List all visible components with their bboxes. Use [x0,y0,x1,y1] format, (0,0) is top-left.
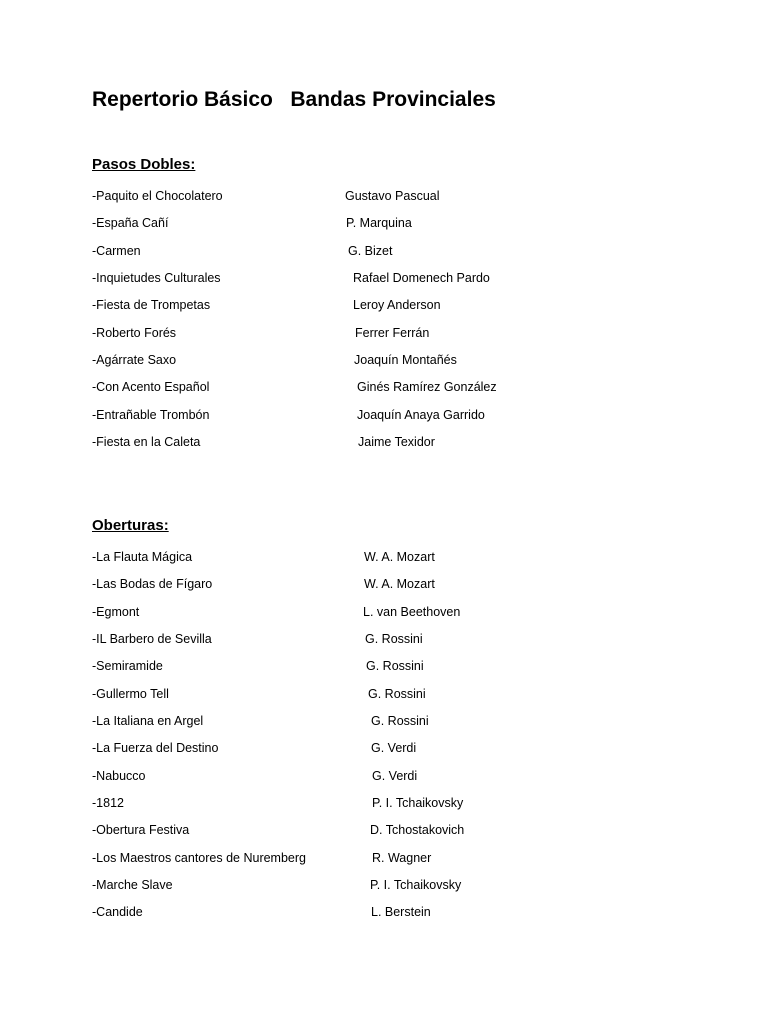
list-item [92,822,692,849]
work-title: -Roberto Forés [92,325,177,340]
list-item [92,795,692,822]
work-title: -Obertura Festiva [92,823,190,838]
composer-name: G. Verdi [371,741,417,756]
list-item [92,740,692,767]
composer-name: G. Bizet [348,243,393,258]
composer-name: Gustavo Pascual [345,189,440,203]
list-item [92,686,692,713]
composer-name: G. Rossini [365,632,423,647]
work-title: -Los Maestros cantores de Nuremberg [92,850,306,865]
composer-name: Ferrer Ferrán [355,325,430,340]
composer-name: L. Berstein [371,905,431,920]
list-item [92,270,692,297]
list-item [92,576,692,603]
work-title: -Agárrate Saxo [92,353,177,368]
list-item [92,850,692,877]
list-item [92,658,692,685]
list-item [92,768,692,795]
composer-name: Rafael Domenech Pardo [353,271,490,286]
composer-name: Joaquín Anaya Garrido [357,407,485,422]
composer-name: G. Rossini [368,686,426,701]
composer-name: Ginés Ramírez González [357,380,497,395]
work-title: -La Italiana en Argel [92,714,204,729]
work-title: -IL Barbero de Sevilla [92,632,212,647]
composer-name: Jaime Texidor [358,435,435,450]
composer-name: G. Rossini [366,659,424,674]
composer-name: W. A. Mozart [364,550,435,564]
list-item [92,352,692,379]
work-title: -Gullermo Tell [92,686,169,701]
list-item [92,325,692,352]
composer-name: P. I. Tchaikovsky [370,878,462,893]
work-title: -La Fuerza del Destino [92,741,219,756]
list-item [92,434,692,461]
work-title: -Nabucco [92,768,146,783]
composer-name: W. A. Mozart [364,577,435,592]
work-title: -Semiramide [92,659,163,674]
composer-name: G. Verdi [372,768,418,783]
list-item [92,297,692,324]
list-item [92,904,692,931]
section-heading-pasos-dobles: Pasos Dobles: [92,156,196,173]
list-item [92,877,692,904]
work-title: -Fiesta de Trompetas [92,298,211,313]
work-title: -Las Bodas de Fígaro [92,577,213,592]
list-item [92,407,692,434]
work-title: -Inquietudes Culturales [92,271,221,286]
work-title: -1812 [92,796,124,811]
composer-name: G. Rossini [371,714,429,729]
work-title: -Marche Slave [92,878,173,893]
composer-name: L. van Beethoven [363,604,461,619]
work-title: -Fiesta en la Caleta [92,435,201,450]
composer-name: Joaquín Montañés [354,353,457,368]
composer-name: P. Marquina [346,216,412,231]
list-item [92,713,692,740]
work-title: -La Flauta Mágica [92,550,193,564]
document-title: Repertorio Básico Bandas Provinciales [92,88,496,111]
composer-name: R. Wagner [372,850,432,865]
pasos-dobles-list [92,188,692,461]
list-item [92,188,692,215]
list-item [92,549,692,576]
work-title: -Paquito el Chocolatero [92,189,223,203]
work-title: -Con Acento Español [92,380,210,395]
oberturas-list [92,549,692,932]
list-item [92,631,692,658]
work-title: -Carmen [92,243,141,258]
work-title: -Candide [92,905,143,920]
list-item [92,604,692,631]
list-item [92,215,692,242]
work-title: -Entrañable Trombón [92,407,210,422]
work-title: -Egmont [92,604,140,619]
composer-name: P. I. Tchaikovsky [372,796,464,811]
composer-name: Leroy Anderson [353,298,441,313]
composer-name: D. Tchostakovich [370,823,465,838]
list-item [92,379,692,406]
list-item [92,243,692,270]
work-title: -España Cañí [92,216,169,231]
section-heading-oberturas: Oberturas: [92,517,169,534]
